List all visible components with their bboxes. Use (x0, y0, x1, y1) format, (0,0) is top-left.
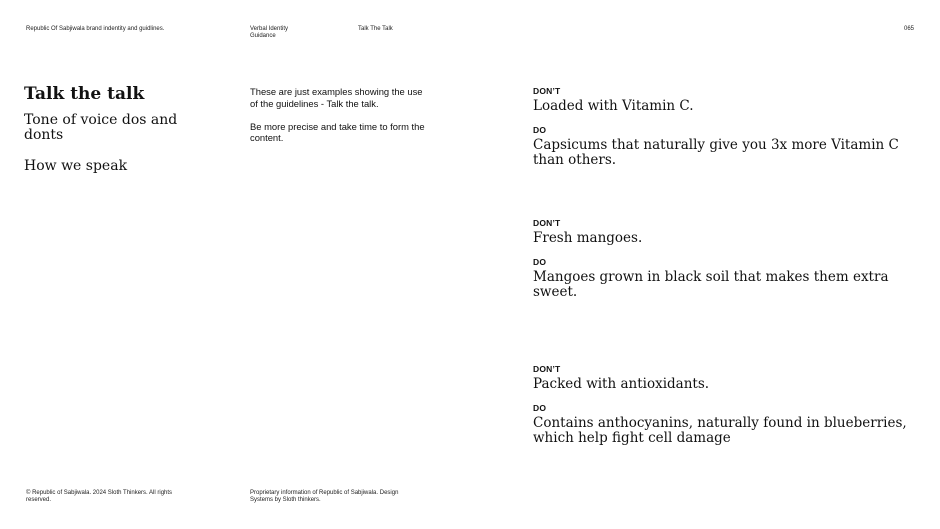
example-block (533, 218, 913, 300)
dont-example-text: Fresh mangoes. (533, 230, 643, 246)
page-title: Talk the talk (24, 84, 145, 104)
page-number: 065 (903, 26, 914, 32)
dont-example-text: Loaded with Vitamin C. (533, 98, 694, 114)
intro-paragraph-2: Be more precise and take time to form the content. (250, 120, 425, 143)
do-example-text: Mangoes grown in black soil that makes them extra sweet. (533, 269, 889, 300)
copyright-notice: © Republic of Sabjiwala. 2024 Sloth Thinkers. All rights reserved. (26, 490, 173, 503)
do-label: DO (533, 403, 547, 413)
secondary-heading: How we speak (24, 158, 128, 174)
do-example-text: Capsicums that naturally give you 3x more Vitamin C than others. (533, 137, 899, 168)
intro-paragraph-1: These are just examples showing the use of the guidelines - Talk the talk. (250, 86, 423, 109)
do-example-text: Contains anthocyanins, naturally found in blueberries, which help fight cell damage (533, 415, 907, 446)
example-block (533, 364, 913, 446)
dont-example-text: Packed with antioxidants. (533, 376, 710, 392)
proprietary-notice: Proprietary information of Republic of Sabjiwala. Design Systems by Sloth thinkers. (250, 490, 399, 503)
dont-label: DON’T (533, 218, 561, 228)
intro-text (250, 86, 430, 155)
brand-guideline-caption: Republic Of Sabjiwala brand indentity and guidlines. (26, 26, 165, 32)
section-label: Verbal Identity Guidance (250, 26, 289, 39)
dont-label: DON’T (533, 86, 561, 96)
topic-label: Talk The Talk (358, 26, 393, 32)
page-subtitle: Tone of voice dos and donts (24, 112, 178, 143)
dont-label: DON’T (533, 364, 561, 374)
do-label: DO (533, 257, 547, 267)
do-label: DO (533, 125, 547, 135)
example-block (533, 86, 913, 168)
